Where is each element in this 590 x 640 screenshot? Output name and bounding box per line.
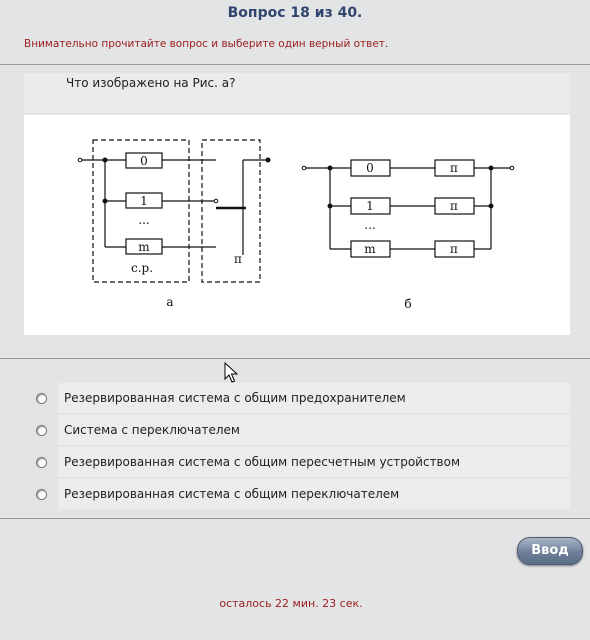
radio-cell	[24, 479, 58, 509]
diagram-a-dots: ...	[138, 213, 150, 227]
answer-option-2[interactable]	[24, 415, 570, 445]
radio-button[interactable]	[36, 457, 47, 468]
circuit-diagrams	[24, 115, 570, 335]
figure-panel	[24, 115, 570, 335]
answer-option-label: Система с переключателем	[64, 423, 240, 437]
radio-cell	[24, 447, 58, 477]
diagram-b-label-0: 0	[366, 161, 374, 175]
diagram-a-label-1: 1	[140, 194, 148, 208]
submit-button[interactable]: Ввод	[517, 537, 583, 565]
radio-button[interactable]	[36, 489, 47, 500]
instruction-text: Внимательно прочитайте вопрос и выберите один верный ответ.	[24, 38, 389, 50]
radio-cell	[24, 383, 58, 413]
answer-option-1[interactable]	[24, 383, 570, 413]
diagram-b-p-label-m: п	[450, 242, 458, 256]
timer-text: осталось 22 мин. 23 сек.	[219, 597, 363, 610]
mouse-pointer-icon	[224, 362, 238, 384]
page-title: Вопрос 18 из 40.	[227, 5, 363, 21]
question-text: Что изображено на Рис. а?	[66, 76, 236, 90]
diagram-a-sp-label: с.р.	[130, 261, 154, 275]
divider	[0, 358, 590, 359]
diagram-b-p-label-1: п	[450, 199, 458, 213]
diagram-b-caption: б	[404, 297, 412, 311]
diagram-a-label-0: 0	[140, 154, 148, 168]
radio-button[interactable]	[36, 425, 47, 436]
divider	[0, 64, 590, 65]
diagram-a-p-label: п	[234, 252, 242, 266]
answer-option-label: Резервированная система с общим предохранителем	[64, 391, 406, 405]
divider	[0, 518, 590, 519]
diagram-b-p-label-0: п	[450, 161, 458, 175]
answer-option-4[interactable]	[24, 479, 570, 509]
radio-button[interactable]	[36, 393, 47, 404]
answer-option-label: Резервированная система с общим пересчетным устройством	[64, 455, 461, 469]
diagram-b-label-1: 1	[366, 199, 374, 213]
diagram-a-caption: а	[166, 295, 174, 309]
diagram-a-label-m: m	[138, 240, 150, 254]
answer-option-3[interactable]	[24, 447, 570, 477]
diagram-b-label-m: m	[364, 242, 376, 256]
diagram-b	[304, 160, 512, 257]
diagram-a-p-frame	[202, 140, 260, 282]
answer-option-label: Резервированная система с общим переключателем	[64, 487, 400, 501]
radio-cell	[24, 415, 58, 445]
diagram-b-dots: ...	[364, 218, 376, 232]
